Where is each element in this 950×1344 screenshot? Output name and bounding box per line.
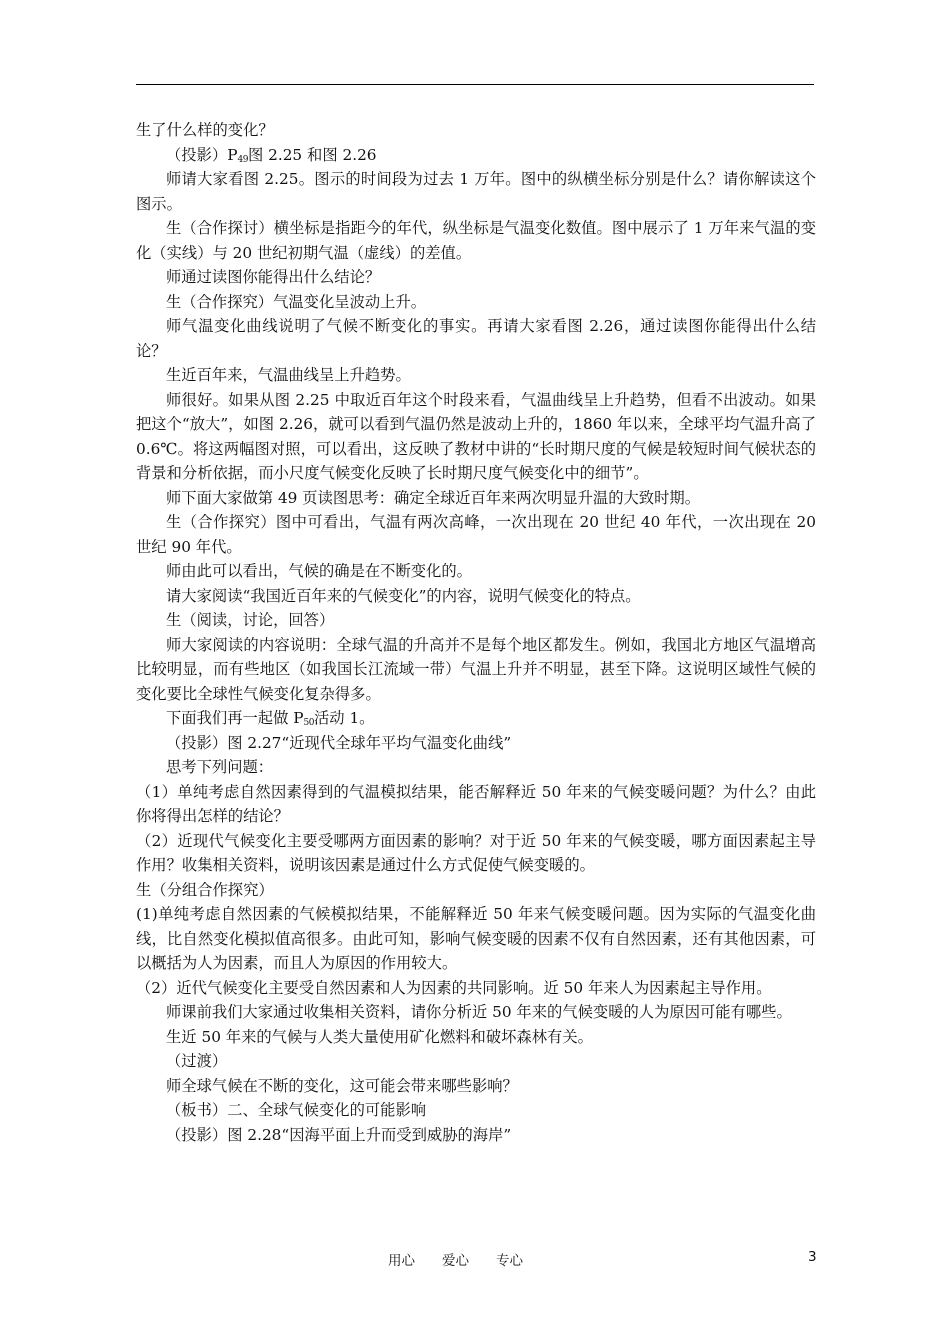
paragraph: 思考下列问题： — [166, 758, 274, 776]
paragraph: 生近 50 年来的气候与人类大量使用矿化燃料和破坏森林有关。 — [166, 1027, 593, 1046]
paragraph: （投影）图 2.27“近现代全球年平均气温变化曲线” — [166, 733, 512, 752]
paragraph: 生（分组合作探究） — [136, 880, 274, 899]
paragraph: 生近百年来，气温曲线呈上升趋势。 — [166, 366, 411, 384]
paragraph: 师气温变化曲线说明了气候不断变化的事实。再请大家看图 2.26，通过读图你能得出什么结论？ — [136, 317, 816, 360]
question-2: （2）近现代气候变化主要受哪两方面因素的影响？对于近 50 年来的气候变暖，哪方面因素起主导作用？收集相关资料，说明该因素是通过什么方式促使气候变暖的。 — [136, 831, 816, 874]
paragraph: 师全球气候在不断的变化，这可能会带来哪些影响？ — [166, 1076, 518, 1095]
header-rule — [136, 84, 814, 85]
question-1: （1）单纯考虑自然因素得到的气温模拟结果，能否解释近 50 年来的气候变暖问题？为什么？由此你将得出怎样的结论？ — [136, 782, 816, 825]
paragraph: 师请大家看图 2.25。图示的时间段为过去 1 万年。图中的纵横坐标分别是什么？请你解读这个图示。 — [136, 170, 816, 213]
paragraph: 师通过读图你能得出什么结论？ — [166, 268, 381, 286]
paragraph: （过渡） — [166, 1052, 228, 1070]
paragraph: 生（合作探究）气温变化呈波动上升。 — [166, 292, 427, 311]
paragraph: 生了什么样的变化？ — [136, 121, 274, 139]
paragraph: 师下面大家做第 49 页读图思考：确定全球近百年来两次明显升温的大致时期。 — [166, 488, 700, 507]
page-number: 3 — [808, 1249, 817, 1265]
paragraph: （投影）图 2.28“因海平面上升而受到威胁的海岸” — [166, 1125, 512, 1144]
paragraph: （板书）二、全球气候变化的可能影响 — [166, 1101, 427, 1119]
paragraph: 生（合作探究）图中可看出，气温有两次高峰，一次出现在 20 世纪 40 年代，一次出现在 20 世纪 90 年代。 — [136, 513, 816, 556]
answer-2: （2）近代气候变化主要受自然因素和人为因素的共同影响。近 50 年来人为因素起主导作用。 — [136, 978, 772, 997]
paragraph: 生（合作探讨）横坐标是指距今的年代，纵坐标是气温变化数值。图中展示了 1 万年来气温的变化（实线）与 20 世纪初期气温（虚线）的差值。 — [136, 219, 816, 262]
answer-1: (1)单纯考虑自然因素的气候模拟结果，不能解释近 50 年来气候变暖问题。因为实际的气温变化曲线，比自然变化模拟值高很多。由此可知，影响气候变暖的因素不仅有自然因素，还有其他因素，可以概括为人为因素，而且人为原因的作用较大。 — [136, 905, 816, 972]
paragraph-projection: （投影）$P_{49}$图 2.25 和图 2.26 — [166, 145, 377, 165]
page-subscript: 50 — [303, 718, 314, 728]
document-body — [136, 118, 816, 1147]
paragraph-activity: 下面我们再一起做 $P_{50}$活动 1。 — [166, 709, 375, 728]
paragraph: 师大家阅读的内容说明：全球气温的升高并不是每个地区都发生。例如，我国北方地区气温增高比较明显，而有些地区（如我国长江流域一带）气温上升并不明显，甚至下降。这说明区域性气候的变化要比全球性气候变化复杂得多。 — [136, 635, 816, 703]
footer-motto: 用心 爱心 专心 — [388, 1253, 523, 1269]
page-subscript: 49 — [237, 154, 248, 165]
paragraph: 师课前我们大家通过收集相关资料，请你分析近 50 年来的气候变暖的人为原因可能有哪些。 — [166, 1003, 792, 1021]
paragraph: 师由此可以看出，气候的确是在不断变化的。 — [166, 562, 472, 580]
paragraph: 师很好。如果从图 2.25 中取近百年这个时段来看，气温曲线呈上升趋势，但看不出波动。如果把这个“放大”，如图 2.26，就可以看到气温仍然是波动上升的，1860 年以来，全球平均气温升高了 0.6℃。将这两幅图对照，可以看出，这反映了教材中讲的“长时期尺度的气候是较短时间气候状态的背景和分析依据，而小尺度气候变化反映了长时期尺度气候变化中的细节”。 — [136, 390, 816, 482]
paragraph: 生（阅读，讨论，回答） — [166, 611, 335, 629]
paragraph: 请大家阅读“我国近百年来的气候变化”的内容，说明气候变化的特点。 — [166, 586, 641, 605]
